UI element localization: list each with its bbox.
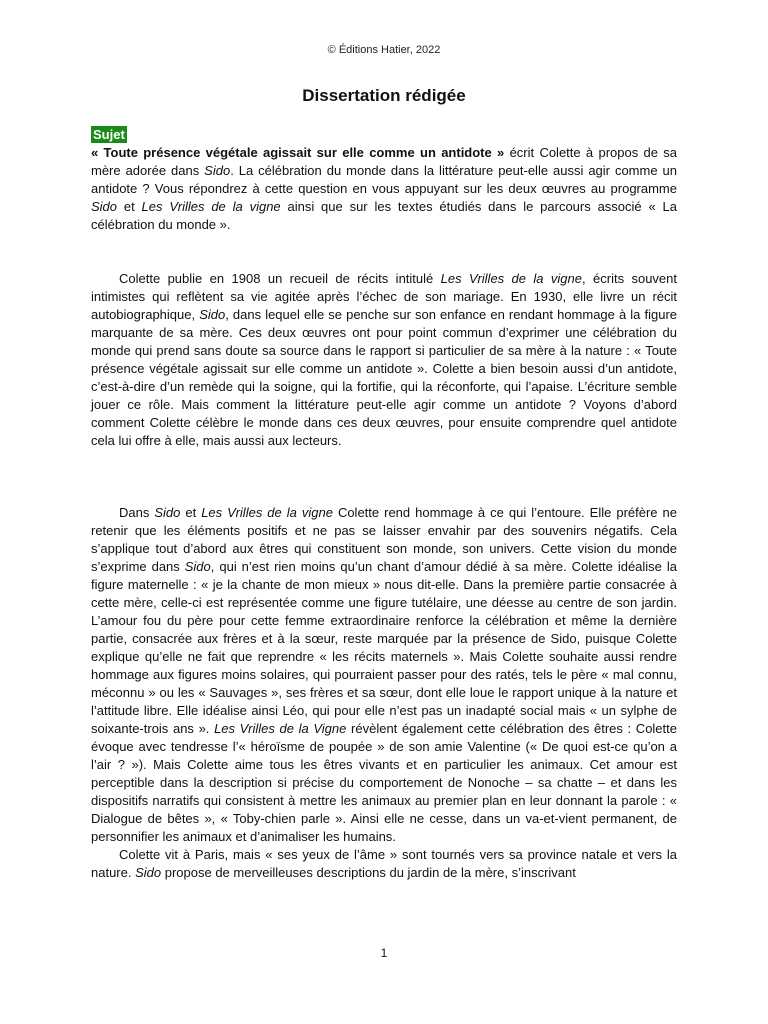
text-span: propose de merveilleuses descriptions du jardin de la mère, s’inscrivant [161, 865, 576, 880]
text-span: et [180, 505, 202, 520]
document-body [91, 126, 677, 882]
copyright-notice: © Éditions Hatier, 2022 [327, 44, 441, 56]
work-title: Les Vrilles de la vigne [201, 505, 333, 520]
sujet-label: Sujet [93, 127, 125, 142]
text-span: écrit Colette à propos de sa mère adorée dans [91, 145, 677, 178]
sujet-quote: « Toute présence végétale agissait sur elle comme un antidote » [91, 145, 505, 160]
body-paragraph-1 [91, 504, 677, 846]
text-span: Dans [119, 505, 155, 520]
work-title: Les Vrilles de la vigne [440, 271, 583, 286]
work-title: Sido [91, 199, 118, 214]
text-span: révèlent également cette célébration des êtres : Colette évoque avec tendresse l’« héroïsme de poupée » de son amie Valentine (« De quoi est-ce qu’on a l’air ? »). Mais Colette aime tous les êtres vivants et en particulier les animaux. Cet amour est perceptible dans la description si précise du comportement de Nonoche – sa chatte – et dans les dispositifs narratifs qui consistent à mettre les animaux au premier plan en leur donnant la parole : « Dialogue de bêtes », « Toby-chien parle ». Ainsi elle ne cesse, dans un va-et-vient permanent, de personnifier les animaux et d’animaliser les humains. [91, 721, 677, 844]
text-span: , qui n’est rien moins qu’un chant d’amour dédié à sa mère. Colette idéalise la figure maternelle : « je la chante de mon mieux » nous dit-elle. Dans la première partie consacrée à cette mère, celle-ci est représentée comme une figure tutélaire, une déesse au centre de son jardin. L’amour fou du père pour cette femme extraordinaire renforce la célébration et même la dernière partie, consacrée aux frères et à la sœur, reste marquée par la présence de Sido, puisque Colette explique qu’elle ne fait que reprendre « les récits maternels ». Mais Colette souhaite aussi rendre hommage aux figures moins solaires, qui pourraient passer pour des ratés, tels le père « mal connu, méconnu » ou les « Sauvages », ses frères et sa sœur, dont elle loue le rapport unique à la nature et l’attitude libre. Elle idéalise ainsi Léo, qui pour elle n’est pas un inadapté social mais « un sylphe de soixante-trois ans ». [91, 559, 677, 736]
text-span: Colette rend hommage à ce qui l’entoure. Elle préfère ne retenir que les éléments positifs et ne pas se laisser envahir par des souvenirs négatifs. Cela s’applique tout d’abord aux êtres qui constituent son monde, son univers. Cette vision du monde s’exprime dans [91, 505, 677, 574]
work-title: Les Vrilles de la vigne [141, 199, 281, 214]
text-span: , écrits souvent intimistes qui reflètent sa vie agitée après l’échec de son mariage. En 1930, elle livre un récit autobiographique, [91, 271, 678, 322]
document-title: Dissertation rédigée [302, 86, 466, 105]
text-span: et [117, 199, 142, 214]
work-title: Sido [184, 559, 211, 574]
work-title: Sido [135, 865, 162, 880]
text-span: ainsi que sur les textes étudiés dans le parcours associé « La célébration du monde ». [91, 199, 677, 232]
text-span: , dans lequel elle se penche sur son enfance en rendant hommage à la figure marquante de sa mère. Ces deux œuvres ont pour point commun d’exprimer une célébration du monde qui prend sans doute sa source dans le rapport si particulier de sa mère à la nature : « Toute présence végétale agissait sur elle comme un antidote ». Colette a bien besoin aussi d’un antidote, c’est-à-dire d’un remède qui la soigne, qui la fortifie, qui la réconforte, qui l’apaise. L’écriture semble jouer ce rôle. Mais comment la littérature peut-elle agir comme un antidote ? Voyons d’abord comment Colette célèbre le monde dans ces deux œuvres, pour ensuite comprendre quel antidote cela lui offre à elle, mais aussi aux lecteurs. [91, 307, 678, 448]
introduction-paragraph [91, 270, 677, 450]
body-paragraph-2 [91, 846, 677, 882]
page-number: 1 [380, 946, 388, 960]
sujet-text [91, 144, 677, 234]
work-title: Sido [204, 163, 231, 178]
work-title: Sido [199, 307, 226, 322]
sujet-section [91, 126, 677, 234]
text-span: Colette vit à Paris, mais « ses yeux de l’âme » sont tournés vers sa province natale et vers la nature. [91, 847, 677, 880]
work-title: Les Vrilles de la Vigne [214, 721, 347, 736]
work-title: Sido [154, 505, 181, 520]
text-span: . La célébration du monde dans la littérature peut-elle aussi agir comme un antidote ? Vous répondrez à cette question en vous appuyant sur les deux œuvres au programme [91, 163, 677, 196]
text-span: Colette publie en 1908 un recueil de récits intitulé [119, 271, 441, 286]
